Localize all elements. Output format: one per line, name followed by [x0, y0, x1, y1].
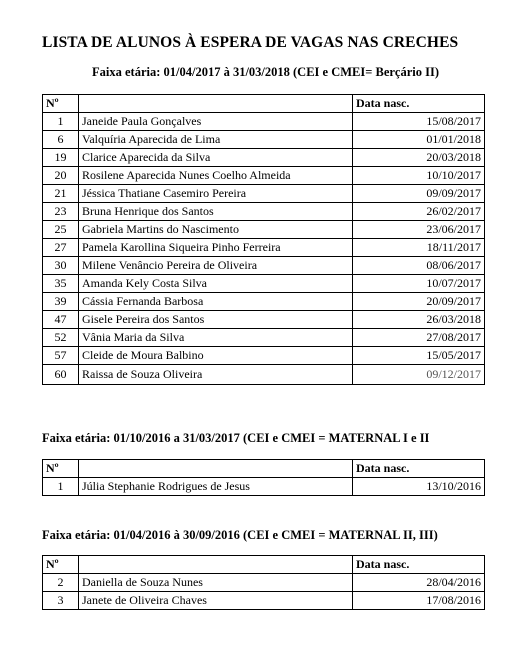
table-row [43, 257, 485, 275]
table-row [43, 203, 485, 221]
row-number: 60 [43, 365, 79, 385]
document-title: LISTA DE ALUNOS À ESPERA DE VAGAS NAS CRECHES [42, 34, 459, 51]
section-heading-maternal-i-ii: Faixa etária: 01/10/2016 a 31/03/2017 (CEI e CMEI = MATERNAL I e II [42, 431, 430, 445]
row-number: 19 [43, 149, 79, 167]
row-number: 39 [43, 293, 79, 311]
birth-date: 10/10/2017 [353, 167, 485, 185]
birth-date: 26/03/2018 [353, 311, 485, 329]
row-number: 57 [43, 347, 79, 365]
birth-date: 23/06/2017 [353, 221, 485, 239]
table-row [43, 329, 485, 347]
row-number: 1 [43, 113, 79, 131]
row-number: 23 [43, 203, 79, 221]
table-row [43, 478, 485, 496]
table-row [43, 365, 485, 385]
table-header-row [43, 95, 485, 113]
section-heading-bercario: Faixa etária: 01/04/2017 à 31/03/2018 (CEI e CMEI= Berçário II) [92, 65, 440, 79]
birth-date: 10/07/2017 [353, 275, 485, 293]
student-name: Júlia Stephanie Rodrigues de Jesus [79, 478, 353, 496]
student-name: Jéssica Thatiane Casemiro Pereira [79, 185, 353, 203]
birth-date: 15/05/2017 [353, 347, 485, 365]
table-row [43, 592, 485, 610]
student-name: Janeide Paula Gonçalves [79, 113, 353, 131]
table-row [43, 293, 485, 311]
student-name: Gisele Pereira dos Santos [79, 311, 353, 329]
table-header-row [43, 556, 485, 574]
birth-date: 08/06/2017 [353, 257, 485, 275]
student-name: Amanda Kely Costa Silva [79, 275, 353, 293]
table-row [43, 347, 485, 365]
student-name: Gabriela Martins do Nascimento [79, 221, 353, 239]
birth-date: 28/04/2016 [353, 574, 485, 592]
student-name: Pamela Karollina Siqueira Pinho Ferreira [79, 239, 353, 257]
column-header-birth-date: Data nasc. [353, 460, 485, 478]
student-name: Vânia Maria da Silva [79, 329, 353, 347]
student-name: Raissa de Souza Oliveira [79, 365, 353, 385]
student-table-maternal-i-ii [42, 459, 485, 496]
birth-date: 09/12/2017 [353, 365, 485, 385]
section-heading-maternal-ii-iii: Faixa etária: 01/04/2016 à 30/09/2016 (CEI e CMEI = MATERNAL II, III) [42, 528, 438, 542]
table-row [43, 311, 485, 329]
student-name: Janete de Oliveira Chaves [79, 592, 353, 610]
birth-date: 26/02/2017 [353, 203, 485, 221]
table-row [43, 574, 485, 592]
birth-date: 27/08/2017 [353, 329, 485, 347]
column-header-birth-date: Data nasc. [353, 556, 485, 574]
row-number: 25 [43, 221, 79, 239]
column-header-name [79, 460, 353, 478]
row-number: 47 [43, 311, 79, 329]
student-name: Cleide de Moura Balbino [79, 347, 353, 365]
row-number: 3 [43, 592, 79, 610]
row-number: 6 [43, 131, 79, 149]
row-number: 52 [43, 329, 79, 347]
table-row [43, 239, 485, 257]
row-number: 20 [43, 167, 79, 185]
row-number: 1 [43, 478, 79, 496]
row-number: 2 [43, 574, 79, 592]
column-header-number: Nº [43, 95, 79, 113]
table-row [43, 221, 485, 239]
student-name: Rosilene Aparecida Nunes Coelho Almeida [79, 167, 353, 185]
birth-date: 13/10/2016 [353, 478, 485, 496]
birth-date: 01/01/2018 [353, 131, 485, 149]
student-name: Daniella de Souza Nunes [79, 574, 353, 592]
student-name: Bruna Henrique dos Santos [79, 203, 353, 221]
table-header-row [43, 460, 485, 478]
table-row [43, 149, 485, 167]
column-header-name [79, 556, 353, 574]
table-row [43, 275, 485, 293]
student-name: Cássia Fernanda Barbosa [79, 293, 353, 311]
birth-date: 09/09/2017 [353, 185, 485, 203]
table-row [43, 185, 485, 203]
row-number: 21 [43, 185, 79, 203]
column-header-number: Nº [43, 460, 79, 478]
column-header-name [79, 95, 353, 113]
column-header-number: Nº [43, 556, 79, 574]
table-row [43, 167, 485, 185]
row-number: 35 [43, 275, 79, 293]
birth-date: 18/11/2017 [353, 239, 485, 257]
column-header-birth-date: Data nasc. [353, 95, 485, 113]
student-table-bercario [42, 94, 485, 385]
table-row [43, 113, 485, 131]
student-name: Milene Venâncio Pereira de Oliveira [79, 257, 353, 275]
student-table-maternal-ii-iii [42, 555, 485, 610]
birth-date: 15/08/2017 [353, 113, 485, 131]
birth-date: 17/08/2016 [353, 592, 485, 610]
row-number: 27 [43, 239, 79, 257]
birth-date: 20/09/2017 [353, 293, 485, 311]
student-name: Clarice Aparecida da Silva [79, 149, 353, 167]
table-row [43, 131, 485, 149]
row-number: 30 [43, 257, 79, 275]
student-name: Valquíria Aparecida de Lima [79, 131, 353, 149]
birth-date: 20/03/2018 [353, 149, 485, 167]
